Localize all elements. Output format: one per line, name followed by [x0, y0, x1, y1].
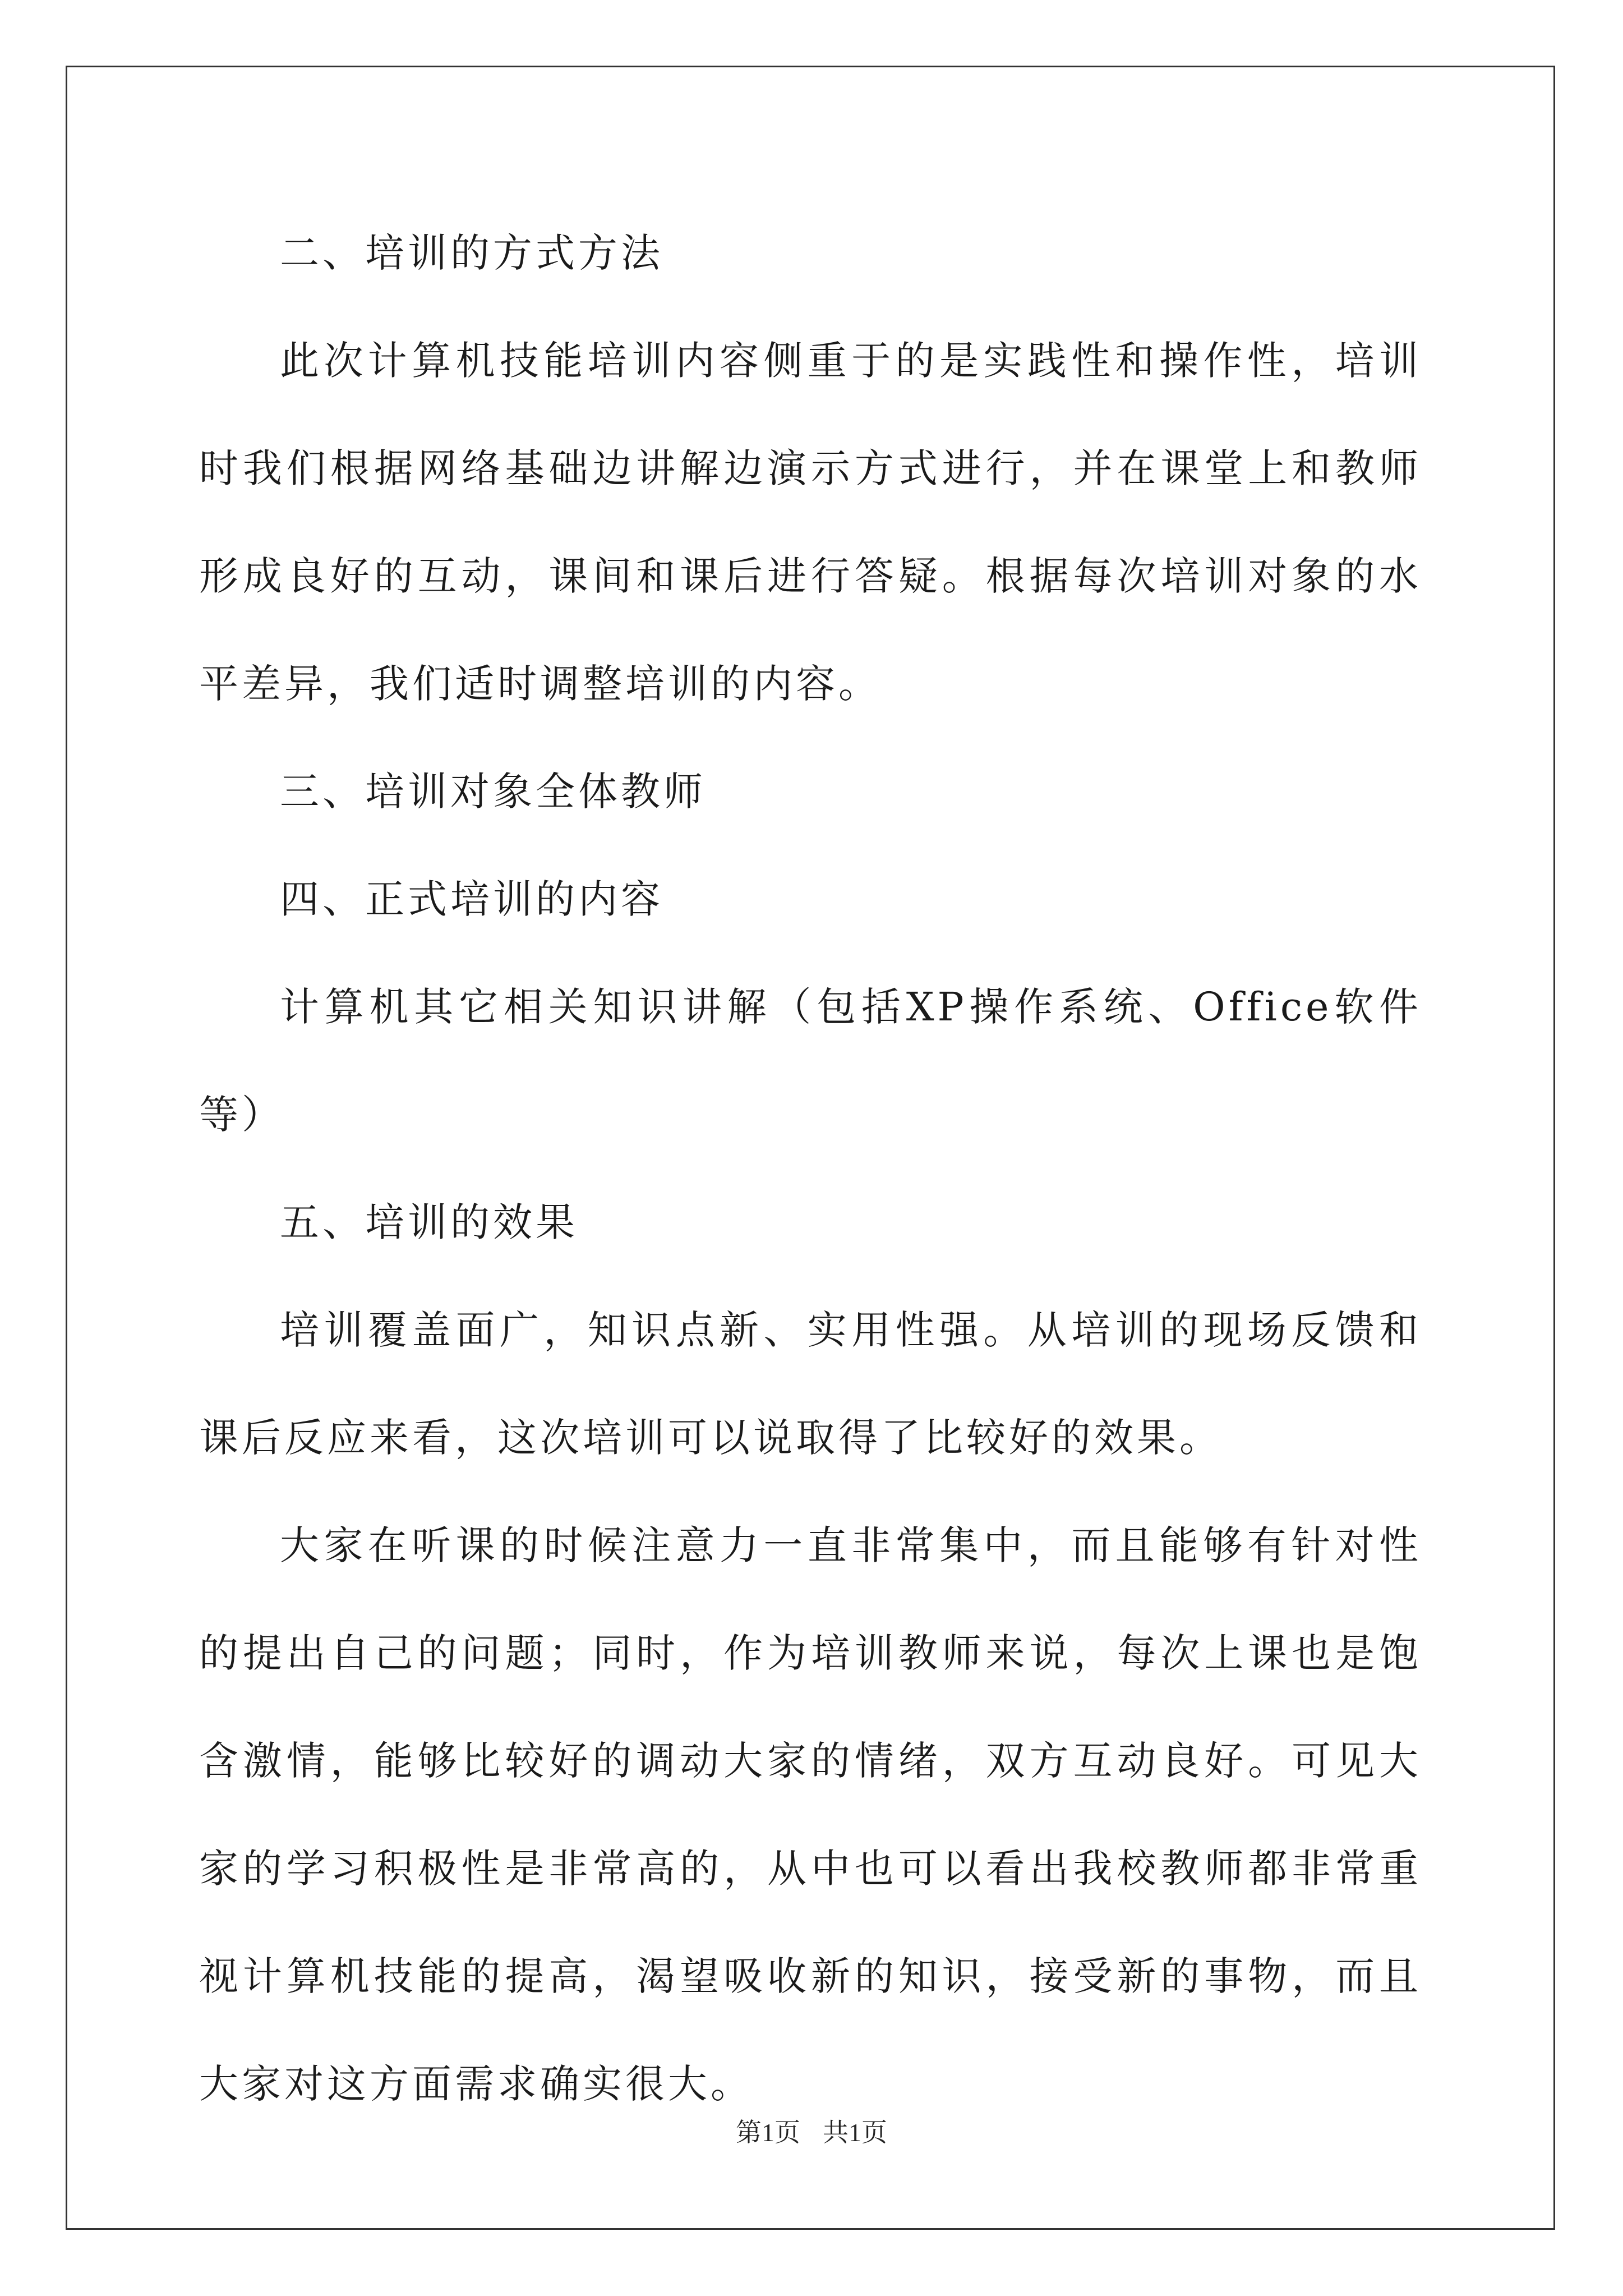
- section-heading-audience: 三、培训对象全体教师: [280, 769, 706, 815]
- section-heading-content: 四、正式培训的内容: [280, 876, 663, 922]
- paragraph-results-body-1: 培训覆盖面广，知识点新、实用性强。从培训的现场反馈和课后反应来看，这次培训可以说取得了比较好的效果。: [199, 1307, 1422, 1461]
- page-number-current: 第1页: [736, 2118, 800, 2147]
- paragraph-methods-body: 此次计算机技能培训内容侧重于的是实践性和操作性，培训时我们根据网络基础边讲解边演示方式进行，并在课堂上和教师形成良好的互动，课间和课后进行答疑。根据每次培训对象的水平差异，我们适时调整培训的内容。: [199, 338, 1422, 707]
- section-heading-methods: 二、培训的方式方法: [280, 230, 663, 276]
- paragraph-content-body: 计算机其它相关知识讲解（包括XP操作系统、Office软件等）: [199, 984, 1422, 1138]
- page-number-total: 共1页: [823, 2118, 887, 2147]
- paragraph-results-body-2: 大家在听课的时候注意力一直非常集中，而且能够有针对性的提出自己的问题；同时，作为培训教师来说，每次上课也是饱含激情，能够比较好的调动大家的情绪，双方互动良好。可见大家的学习积极性是非常高的，从中也可以看出我校教师都非常重视计算机技能的提高，渴望吸收新的知识，接受新的事物，而且大家对这方面需求确实很大。: [199, 1522, 1422, 2107]
- document-body: [199, 199, 1422, 2138]
- section-heading-results: 五、培训的效果: [280, 1199, 578, 1245]
- page-footer: [0, 2112, 1623, 2149]
